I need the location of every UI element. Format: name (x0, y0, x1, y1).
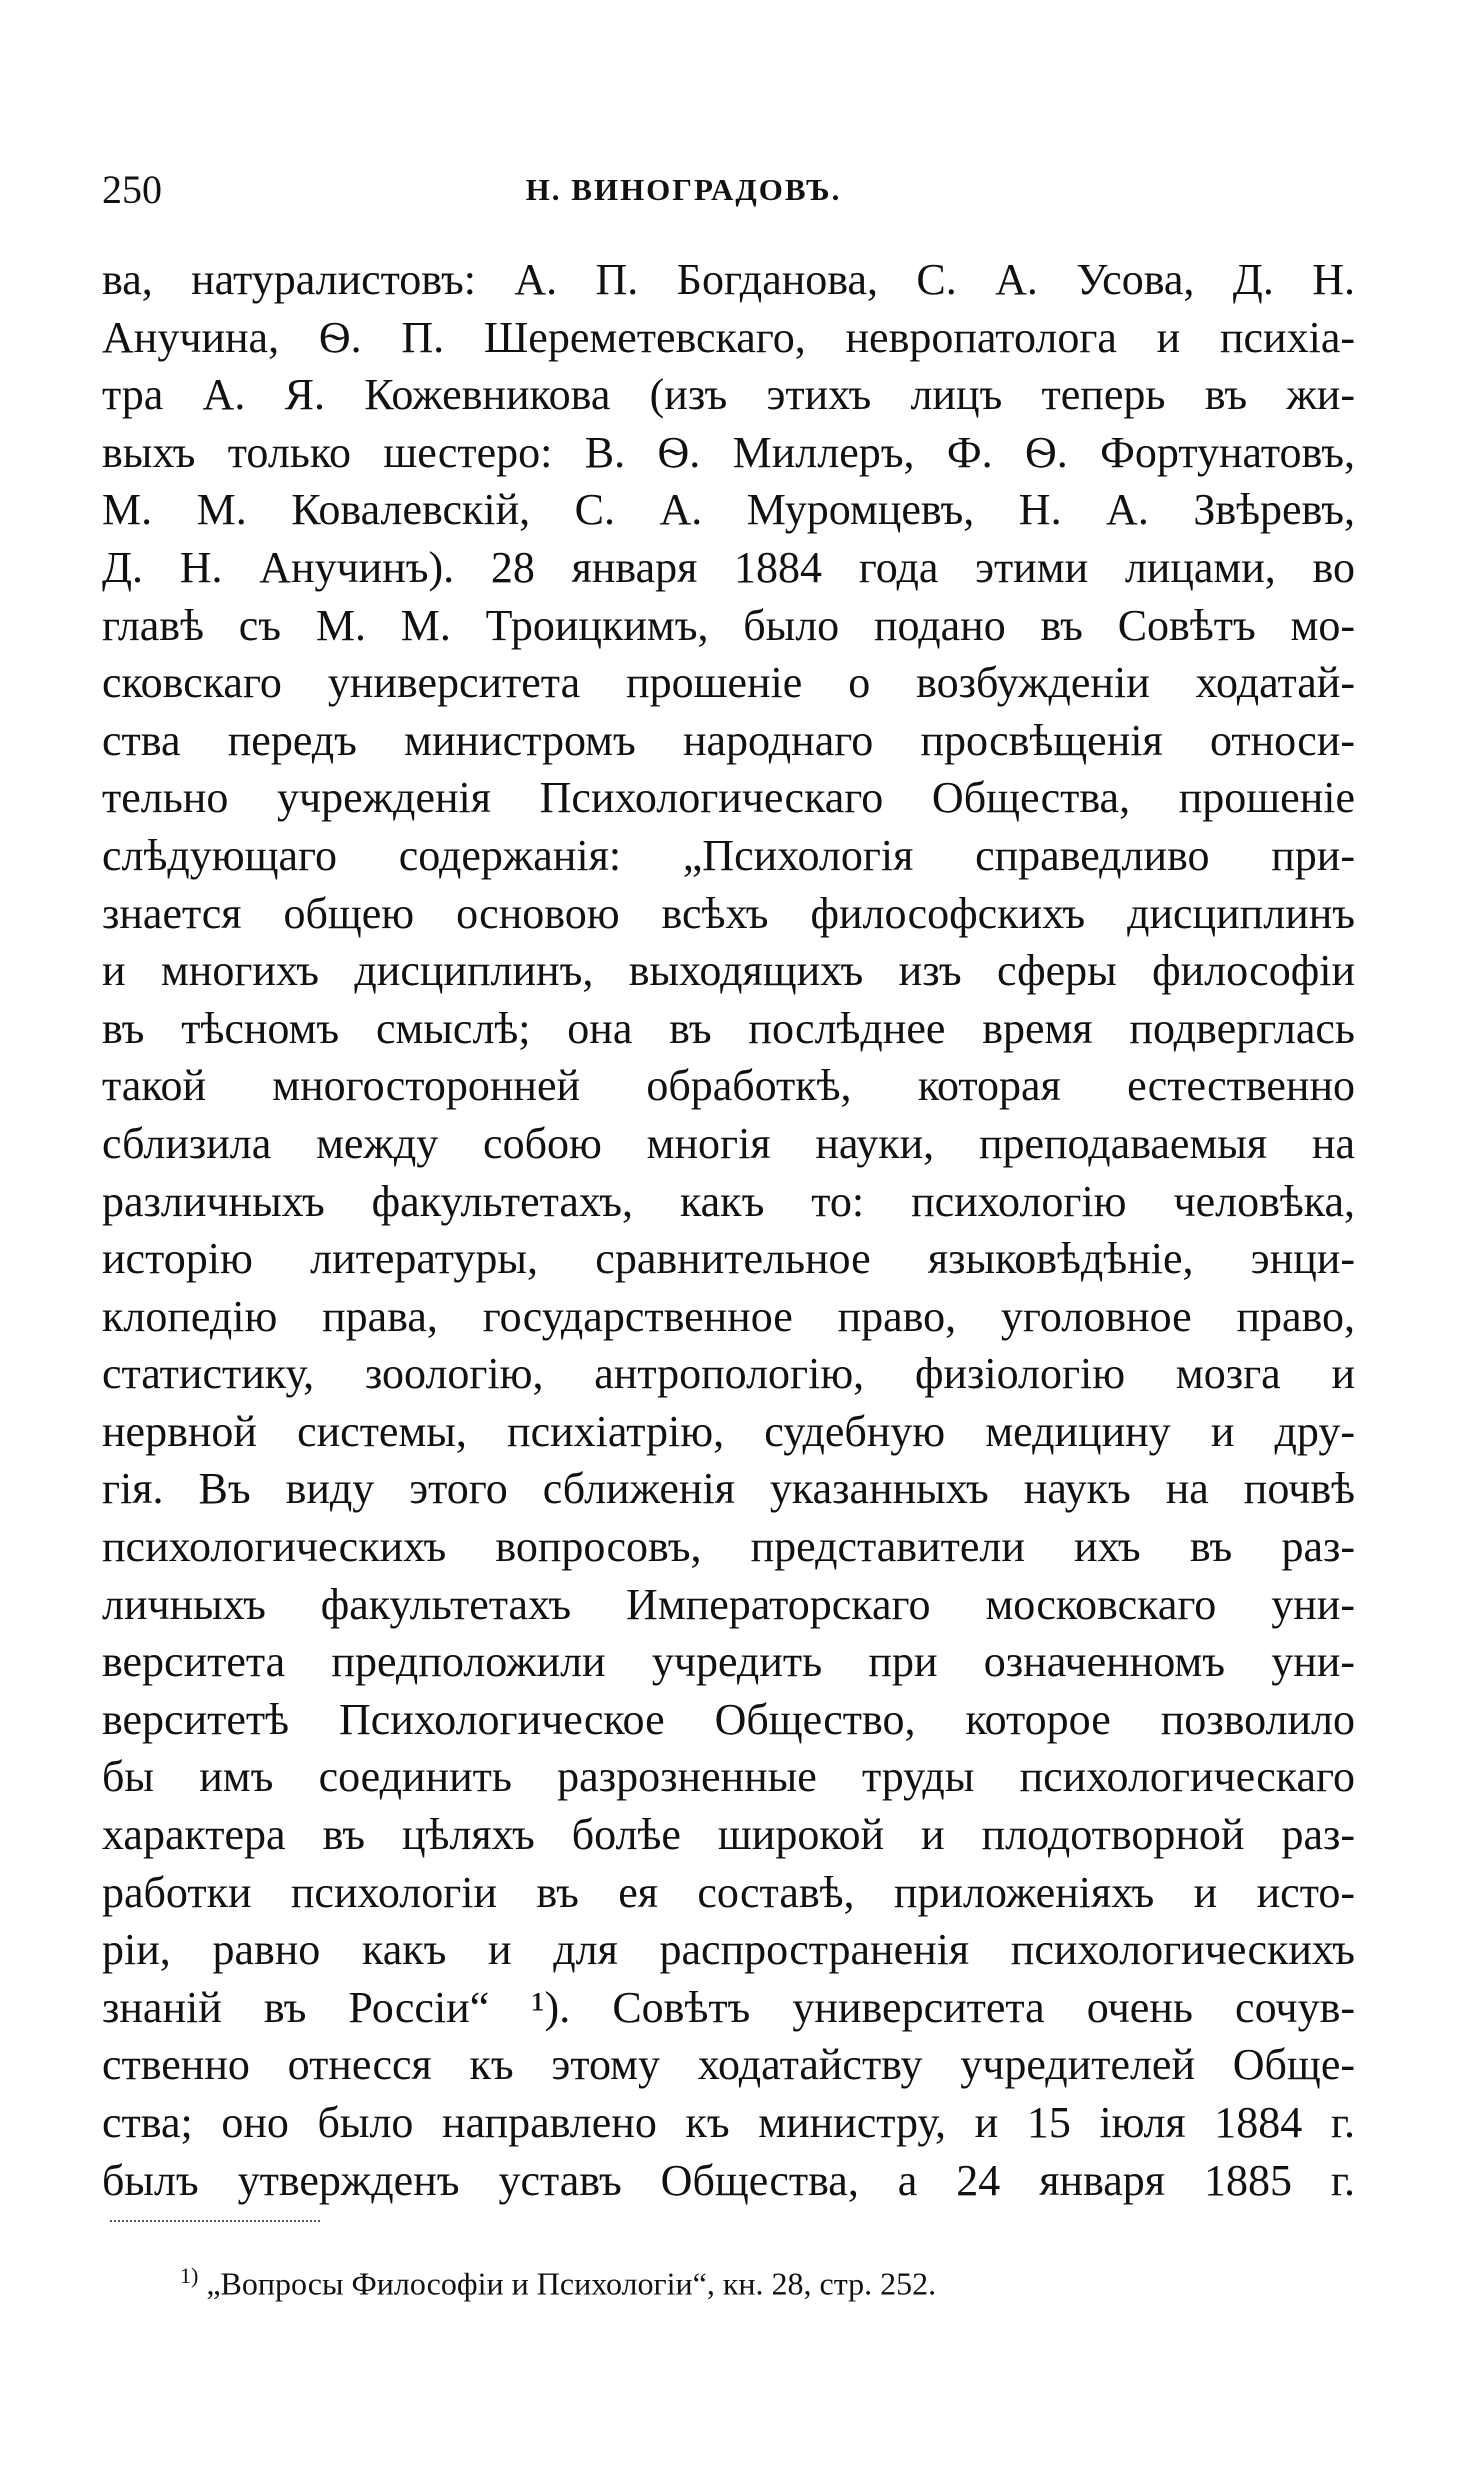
text-line: гія. Въ виду этого сближенія указанныхъ наукъ на почвѣ (102, 1464, 1355, 1514)
footnote-marker: 1) (180, 2263, 199, 2288)
text-line: слѣдующаго содержанія: „Психологія справедливо при- (102, 830, 1355, 880)
text-line: ріи, равно какъ и для распространенія психологическихъ (102, 1925, 1355, 1975)
text-line: ственно отнесся къ этому ходатайству учредителей Обще- (102, 2040, 1355, 2090)
page-number: 250 (102, 167, 162, 212)
text-line: М. М. Ковалевскій, С. А. Муромцевъ, Н. А. Звѣревъ, (102, 485, 1355, 535)
text-line: ства передъ министромъ народнаго просвѣщенія относи- (102, 715, 1355, 765)
text-line: бы имъ соединить разрозненные труды психологическаго (102, 1752, 1355, 1802)
text-line: нервной системы, психіатрію, судебную медицину и дру- (102, 1406, 1355, 1456)
text-line: главѣ съ М. М. Троицкимъ, было подано въ Совѣтъ мо- (102, 600, 1355, 650)
text-line: статистику, зоологію, антропологію, физіологію мозга и (102, 1349, 1355, 1399)
text-line: тра А. Я. Кожевникова (изъ этихъ лицъ теперь въ жи- (102, 370, 1355, 420)
text-line: въ тѣсномъ смыслѣ; она въ послѣднее время подверглась (102, 1003, 1355, 1053)
text-line: верситета предположили учредить при означенномъ уни- (102, 1637, 1355, 1687)
text-line: тельно учрежденія Психологическаго Общества, прошеніе (102, 773, 1355, 823)
text-line: личныхъ факультетахъ Императорскаго московскаго уни- (102, 1579, 1355, 1629)
page-header (102, 160, 1355, 220)
text-line: ства; оно было направлено къ министру, и 15 іюля 1884 г. (102, 2098, 1355, 2147)
text-line: Анучина, Ѳ. П. Шереметевскаго, невропатолога и психіа- (102, 312, 1355, 362)
text-line: характера въ цѣляхъ болѣе широкой и плодотворной раз- (102, 1810, 1355, 1860)
text-line: психологическихъ вопросовъ, представители ихъ въ раз- (102, 1522, 1355, 1572)
text-line: верситетѣ Психологическое Общество, которое позволило (102, 1694, 1355, 1744)
text-line: работки психологіи въ ея составѣ, приложеніяхъ и исто- (102, 1867, 1355, 1917)
text-line: ва, натуралистовъ: А. П. Богданова, С. А. Усова, Д. Н. (102, 255, 1355, 304)
text-line: сблизила между собою многія науки, преподаваемыя на (102, 1118, 1355, 1168)
text-line: знается общею основою всѣхъ философскихъ дисциплинъ (102, 888, 1355, 938)
text-line: клопедію права, государственное право, уголовное право, (102, 1291, 1355, 1341)
footnote-text: „Вопросы Философіи и Психологіи“, кн. 28, стр. 252. (206, 2265, 937, 2302)
text-line: различныхъ факультетахъ, какъ то: психологію человѣка, (102, 1176, 1355, 1226)
text-line: выхъ только шестеро: В. Ѳ. Миллеръ, Ф. Ѳ. Фортунатовъ, (102, 427, 1355, 477)
text-line: такой многосторонней обработкѣ, которая естественно (102, 1061, 1355, 1111)
text-line: Д. Н. Анучинъ). 28 января 1884 года этими лицами, во (102, 542, 1355, 592)
footnote (180, 2254, 936, 2306)
text-line: сковскаго университета прошеніе о возбужденіи ходатай- (102, 658, 1355, 708)
text-line: знаній въ Россіи“ ¹). Совѣтъ университета очень сочув- (102, 1982, 1355, 2032)
body-text (102, 251, 1355, 2209)
text-line: былъ утвержденъ уставъ Общества, а 24 января 1885 г. (102, 2155, 1355, 2205)
running-title: Н. ВИНОГРАДОВЪ. (525, 172, 842, 207)
footnote-divider (110, 2220, 320, 2222)
text-line: исторію литературы, сравнительное языковѣдѣніе, энци- (102, 1234, 1355, 1284)
text-line: и многихъ дисциплинъ, выходящихъ изъ сферы философіи (102, 946, 1355, 996)
